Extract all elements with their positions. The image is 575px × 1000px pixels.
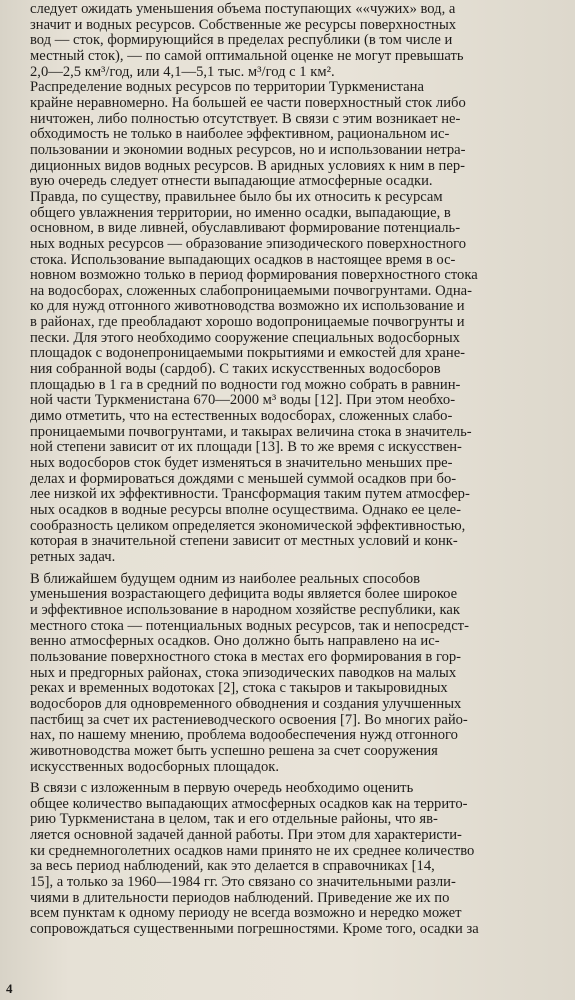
text-line: площадок с водонепроницаемыми покрытиями и емкостей для хране- xyxy=(30,345,466,362)
text-line: значит и водных ресурсов. Собственные же ресурсы поверхностных xyxy=(30,16,457,33)
text-line: которая в значительной степени зависит от местных условий и конк- xyxy=(30,533,458,550)
text-line: нах, по нашему мнению, проблема водообеспечения нужд отгонного xyxy=(30,727,458,744)
text-line: рию Туркменистана в целом, так и его отдельные районы, что яв- xyxy=(30,811,438,828)
text-line: венно атмосферных осадков. Оно должно быть направлено на ис- xyxy=(30,633,440,650)
text-line: пески. Для этого необходимо сооружение специальных водосборных xyxy=(30,329,460,346)
text-line: основном, в виде ливней, обуславливают формирование потенциаль- xyxy=(30,220,461,237)
text-line: ко для нужд отгонного животноводства возможно их использование и xyxy=(30,298,465,315)
text-line: общее количество выпадающих атмосферных осадков как на террито- xyxy=(30,795,468,812)
text-line: уменьшения возрастающего дефицита воды является более широкое xyxy=(30,586,458,603)
text-line: искусственных водосборных площадок. xyxy=(30,758,280,775)
text-line: ной степени зависит от их площади [13]. В то же время с искусствен- xyxy=(30,439,462,456)
text-line: ничтожен, либо полностью отсутствует. В связи с этим возникает не- xyxy=(30,110,461,127)
text-line: ных осадков в водные ресурсы вполне осуществима. Однако ее целе- xyxy=(30,502,461,518)
text-line: Правда, по существу, правильнее было бы их относить к ресурсам xyxy=(30,188,443,205)
page-number: 4 xyxy=(6,981,13,996)
text-line: 2,0—2,5 км³/год, или 4,1—5,1 тыс. м³/год с 1 км². xyxy=(30,63,335,80)
text-line: сообразность целиком определяется экономической эффективностью, xyxy=(30,517,466,534)
text-line: лее низкой их эффективности. Трансформация таким путем атмосфер- xyxy=(30,486,470,503)
text-line: ляется основной задачей данной работы. При этом для характеристи- xyxy=(30,827,462,844)
text-line: в районах, где преобладают хорошо водопроницаемые почвогрунты и xyxy=(30,314,465,331)
text-line: Распределение водных ресурсов по территории Туркменистана xyxy=(30,79,424,96)
paragraph xyxy=(30,781,565,938)
text-line: животноводства может быть успешно решена за счет сооружения xyxy=(30,742,438,759)
text-line: ки среднемноголетних осадков нами принято не их среднее количество xyxy=(30,842,475,859)
text-line: димо отметить, что на естественных водосборах, сложенных слабо- xyxy=(30,408,453,425)
text-line: В ближайшем будущем одним из наиболее реальных способов xyxy=(30,570,421,587)
text-line: площадью в 1 га в средний по водности год можно собрать в равнин- xyxy=(30,376,461,393)
text-line: ретных задач. xyxy=(30,548,116,565)
text-line: водосборов для одновременного обводнения и создания улучшенных xyxy=(30,695,462,712)
text-line: общего увлажнения территории, но именно осадки, выпадающие, в xyxy=(30,204,451,221)
paragraph xyxy=(30,572,565,776)
text-line: за весь период наблюдений, как это делается в справочниках [14, xyxy=(30,858,435,875)
text-line: ных водных ресурсов — образование эпизодического поверхностного xyxy=(30,235,467,252)
text-line: сопровождаться существенными погрешностями. Кроме того, осадки за xyxy=(30,921,479,938)
text-line: чиями в длительности периодов наблюдений. Приведение же их по xyxy=(30,889,450,906)
text-line: вую очередь следует отнести выпадающие атмосферные осадки. xyxy=(30,173,433,190)
text-line: на водосборах, сложенных слабопроницаемыми почвогрунтами. Одна- xyxy=(30,282,472,299)
text-line: пользование поверхностного стока в местах его формирования в гор- xyxy=(30,648,462,665)
text-line: ной части Туркменистана 670—2000 м³ воды [12]. При этом необхо- xyxy=(30,392,456,409)
text-line: ния собранной воды (сардоб). С таких искусственных водосборов xyxy=(30,361,441,378)
text-line: вод — сток, формирующийся в пределах республики (в том числе и xyxy=(30,32,453,49)
text-line: ных водосборов сток будет изменяться в значительно меньших пре- xyxy=(30,455,453,472)
text-line: пастбищ за счет их растениеводческого освоения [7]. Во многих райо- xyxy=(30,711,468,728)
text-line: и эффективное использование в народном хозяйстве республики, как xyxy=(30,601,460,618)
text-line: ных и предгорных районах, стока эпизодических паводков на малых xyxy=(30,664,457,681)
text-line: делах и формироваться дождями с меньшей суммой осадков при бо- xyxy=(30,470,457,487)
text-line: местный сток), — по самой оптимальной оценке не могут превышать xyxy=(30,47,464,64)
text-line: диционных видов водных ресурсов. В аридных условиях к ним в пер- xyxy=(30,157,466,174)
text-line: стока. Использование выпадающих осадков в настоящее время в ос- xyxy=(30,251,456,268)
text-line: обходимость не только в наиболее эффективном, рациональном ис- xyxy=(30,126,450,143)
text-line: новном возможно только в период формирования поверхностного стока xyxy=(30,267,478,284)
text-line: проницаемыми почвогрунтами, и такырах величина стока в значитель- xyxy=(30,423,472,440)
paragraph xyxy=(30,80,565,565)
text-line: 15], а только за 1960—1984 гг. Это связано со значительными разли- xyxy=(30,874,456,891)
text-line: пользовании и экономии водных ресурсов, но и использовании нетра- xyxy=(30,141,466,158)
paragraph xyxy=(30,2,565,80)
text-line: реках и временных водотоках [2], стока с такыров и такыровидных xyxy=(30,680,448,697)
text-line: следует ожидать уменьшения объема поступающих ««чужих» вод, а xyxy=(30,1,456,17)
text-line: крайне неравномерно. На большей ее части поверхностный сток либо xyxy=(30,94,466,111)
text-line: местного стока — потенциальных водных ресурсов, так и непосредст- xyxy=(30,617,469,634)
body-text xyxy=(30,2,565,938)
text-line: всем пунктам к одному периоду не всегда возможно и нередко может xyxy=(30,905,462,922)
text-line: В связи с изложенным в первую очередь необходимо оценить xyxy=(30,780,414,797)
